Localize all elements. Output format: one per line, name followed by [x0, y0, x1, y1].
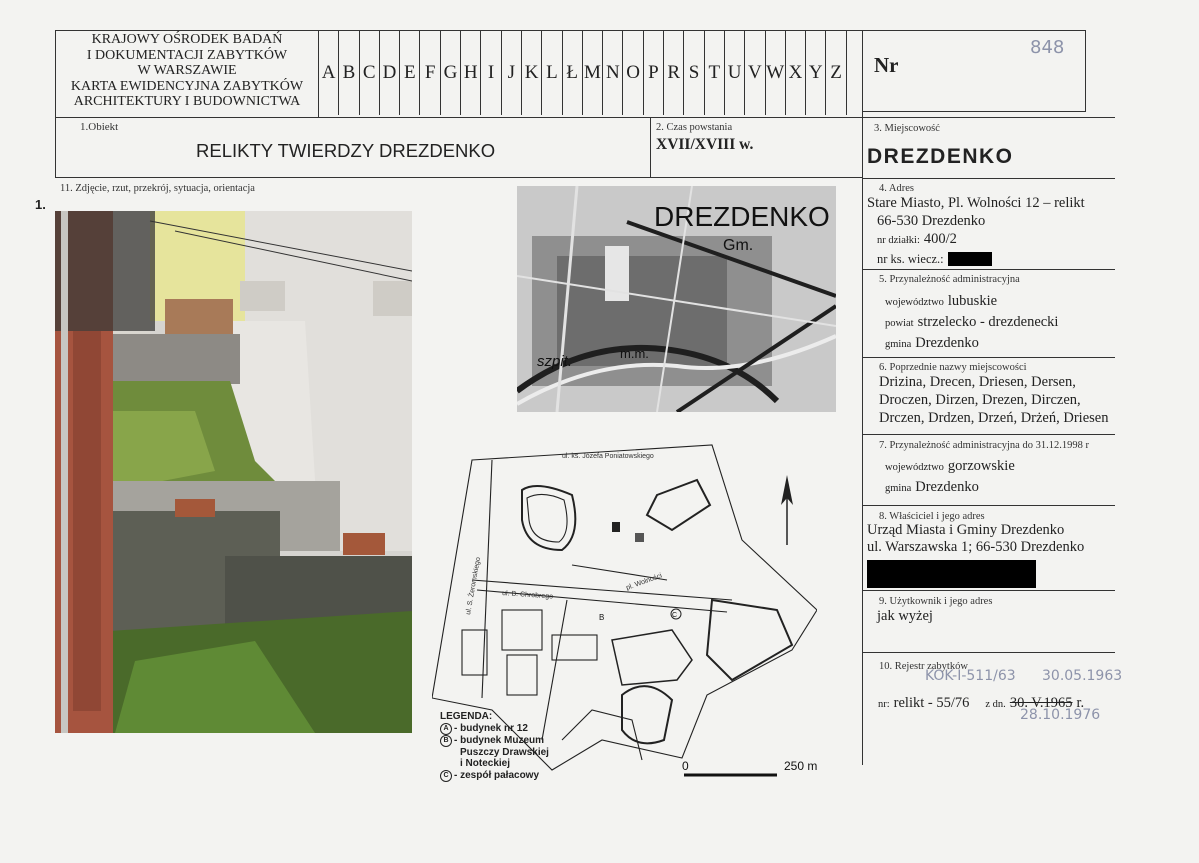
svg-text:C: C: [672, 612, 678, 619]
legend-title: LEGENDA:: [440, 711, 493, 722]
letter-cell: S: [684, 31, 704, 115]
letter-cell: F: [420, 31, 440, 115]
institution-line: I DOKUMENTACJI ZABYTKÓW: [86, 47, 288, 63]
legend-mark: A: [440, 723, 452, 735]
legend-item: [440, 770, 549, 782]
commune-value: Drezdenko: [915, 335, 979, 351]
letter-cell: C: [360, 31, 380, 115]
register-date-struck: 30. V.1965: [1009, 695, 1073, 711]
date-col-line: [650, 117, 651, 178]
county-label: powiat: [885, 318, 914, 329]
owner-section: [867, 511, 1117, 593]
letter-cell: E: [400, 31, 420, 115]
letter-cell: M: [583, 31, 603, 115]
nr-box-bottom-line: [862, 111, 1085, 112]
register-label: 10. Rejestr zabytków: [879, 661, 968, 672]
address-section: [867, 183, 1117, 268]
voiv98-value: gorzowskie: [947, 458, 1015, 474]
letter-cell: Ł: [563, 31, 583, 115]
letter-cell: X: [786, 31, 806, 115]
register-hw-date: 30.05.1963: [1042, 668, 1123, 684]
letter-cell: J: [502, 31, 522, 115]
right-column-line: [862, 30, 863, 765]
svg-text:B: B: [599, 613, 605, 622]
user-label: 9. Użytkownik i jego adres: [879, 596, 993, 607]
plot-value: 400/2: [923, 231, 957, 247]
former-bottom-line: [862, 434, 1115, 435]
topographic-map: [517, 186, 836, 412]
commune98-row: [867, 477, 1117, 498]
address-line: Stare Miasto, Pl. Wolności 12 – relikt: [867, 195, 1085, 211]
former-names-label: 6. Poprzednie nazwy miejscowości: [879, 362, 1027, 373]
admin-label: 5. Przynależność administracyjna: [879, 274, 1020, 285]
map-label: szpit.: [537, 353, 573, 370]
institution-line: KRAJOWY OŚRODEK BADAŃ: [91, 32, 283, 47]
letter-cell: B: [339, 31, 359, 115]
register-date-suffix: r.: [1076, 695, 1085, 711]
map-label: m.m.: [620, 346, 649, 361]
letter-cell: R: [664, 31, 684, 115]
county-value: strzelecko - drezdenecki: [917, 314, 1059, 330]
redaction-block: [948, 252, 992, 266]
legend-item: [440, 723, 549, 735]
institution-line: W WARSZAWIE: [137, 63, 237, 78]
letter-cell: W: [766, 31, 786, 115]
former-names-line: Droczen, Dirzen, Drezen, Dirczen,: [879, 392, 1081, 408]
legend-text: Puszczy Drawskiej: [460, 746, 549, 758]
admin-1998-label: 7. Przynależność administracyjna do 31.12.1998 r: [879, 440, 1089, 451]
user-bottom-line: [862, 652, 1115, 653]
voiv-value: lubuskie: [947, 293, 998, 309]
letter-cell: G: [441, 31, 461, 115]
map-legend: [440, 711, 549, 782]
locality-label: 3. Miejscowość: [874, 123, 940, 134]
admin-1998-section: [867, 440, 1117, 498]
address-label: 4. Adres: [879, 183, 914, 194]
nr-handwritten: 848: [1030, 37, 1065, 58]
legend-text: i Noteckiej: [460, 758, 511, 769]
letter-cell: Z: [826, 31, 846, 115]
voiv98-row: [867, 456, 1117, 477]
photo-fortress-relics: [55, 211, 412, 733]
owner-line: ul. Warszawska 1; 66-530 Drezdenko: [867, 539, 1085, 555]
letter-grid: [319, 31, 847, 115]
date-label: 2. Czas powstania: [656, 122, 733, 133]
letter-cell: U: [725, 31, 745, 115]
county-row: [867, 312, 1117, 333]
institution-block: [58, 32, 316, 110]
frame-left-line: [55, 30, 56, 178]
register-nr-label: nr:: [878, 699, 890, 710]
voiv98-label: województwo: [885, 462, 944, 473]
redaction-block: [867, 560, 1036, 588]
date-value: XVII/XVIII w.: [656, 136, 754, 153]
commune-row: [867, 333, 1117, 354]
register-hw-date2: 28.10.1976: [1020, 707, 1101, 723]
former-names-line: Drczen, Drdzen, Drzeń, Drżeń, Driesen: [879, 410, 1109, 426]
kw-label: nr ks. wiecz.:: [877, 252, 944, 266]
letter-cell: O: [623, 31, 643, 115]
plot-label: nr działki:: [877, 235, 920, 246]
institution-line: ARCHITEKTURY I BUDOWNICTWA: [73, 94, 301, 109]
letter-cell: H: [461, 31, 481, 115]
object-value: RELIKTY TWIERDZY DREZDENKO: [196, 140, 496, 161]
letter-cell: T: [705, 31, 725, 115]
legend-text: - zespół pałacowy: [454, 769, 540, 781]
institution-line: KARTA EWIDENCYJNA ZABYTKÓW: [70, 78, 304, 94]
plot-row: [867, 230, 1117, 250]
plan-street-label: ul. B. Chrobrego: [501, 590, 554, 601]
register-date-label: z dn.: [985, 699, 1006, 710]
admin-bottom-line: [862, 357, 1115, 358]
map-title: DREZDENKO: [654, 201, 830, 232]
user-section: [867, 596, 1117, 625]
register-hw-number: KOK-I-511/63: [925, 668, 1016, 684]
letter-cell: I: [481, 31, 501, 115]
header-bottom-line: [55, 117, 1115, 118]
plan-street-label: ul. S. Żeromskiego: [465, 556, 483, 616]
letter-cell: P: [644, 31, 664, 115]
commune98-label: gmina: [885, 483, 912, 494]
nr-label: Nr: [874, 53, 899, 77]
user-value: jak wyżej: [877, 608, 933, 624]
legend-text: - budynek Muzeum: [454, 734, 545, 746]
owner-label: 8. Właściciel i jego adres: [879, 511, 985, 522]
letter-cell: K: [522, 31, 542, 115]
legend-item: [440, 735, 549, 747]
scale-end: 250 m: [784, 759, 817, 773]
admin98-bottom-line: [862, 505, 1115, 506]
plan-street-label: pl. Wolności: [625, 572, 664, 592]
letter-cell: V: [745, 31, 765, 115]
former-names-line: Drizina, Drecen, Driesen, Dersen,: [879, 374, 1076, 390]
letter-cell: Y: [806, 31, 826, 115]
row1-bottom-line: [55, 177, 863, 178]
legend-text: - budynek nr 12: [454, 722, 528, 734]
owner-line: Urząd Miasta i Gminy Drezdenko: [867, 522, 1065, 538]
map-gm-label: Gm.: [723, 237, 754, 254]
letter-cell: D: [380, 31, 400, 115]
letter-cell: N: [603, 31, 623, 115]
nr-box-right-line: [1085, 30, 1086, 112]
legend-mark: B: [440, 735, 452, 747]
voiv-label: województwo: [885, 297, 944, 308]
svg-text:ul. ks. Józefa Poniatowskiego: ul. ks. Józefa Poniatowskiego: [562, 453, 654, 460]
photo-section-label: 11. Zdjęcie, rzut, przekrój, sytuacja, orientacja: [60, 183, 255, 194]
voiv-row: [867, 291, 1117, 312]
address-line: 66-530 Drezdenko: [877, 213, 986, 229]
commune98-value: Drezdenko: [915, 479, 979, 495]
locality-bottom-line: [862, 178, 1115, 179]
commune-label: gmina: [885, 339, 912, 350]
object-label: 1.Obiekt: [80, 121, 119, 133]
letter-cell: A: [319, 31, 339, 115]
photo-number: 1.: [35, 197, 46, 212]
address-bottom-line: [862, 269, 1115, 270]
former-names-section: [867, 362, 1117, 427]
letter-cell: L: [542, 31, 562, 115]
admin-section: [867, 274, 1117, 354]
register-nr-value: relikt - 55/76: [893, 695, 970, 711]
scale-start: 0: [682, 759, 689, 773]
legend-mark: C: [440, 770, 452, 782]
kw-row: [867, 250, 1117, 268]
locality-value: DREZDENKO: [867, 145, 1014, 168]
